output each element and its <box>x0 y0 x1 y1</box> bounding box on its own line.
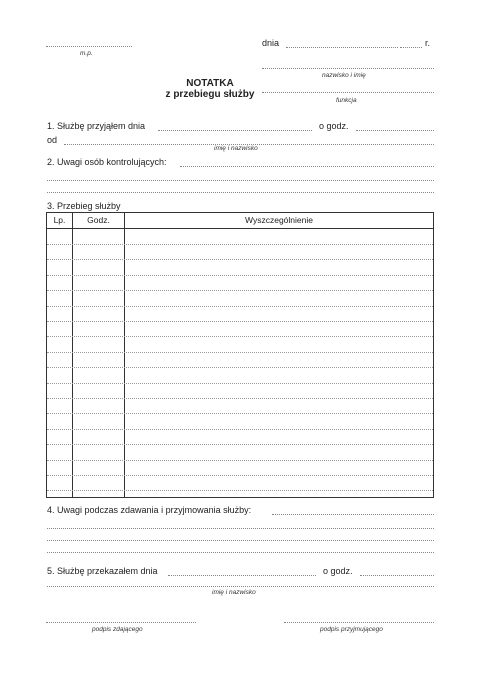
date-label: dnia <box>262 38 280 48</box>
table-row-line[interactable] <box>47 290 433 291</box>
section5-time-field[interactable] <box>360 575 434 576</box>
year-suffix-label: r. <box>425 38 431 48</box>
signature-receiving-label: podpis przyjmującego <box>320 626 383 633</box>
section1-time-label: o godz. <box>319 121 349 131</box>
function-caption: funkcja <box>336 97 357 104</box>
service-log-table <box>46 212 434 498</box>
section5-name-caption: imię i nazwisko <box>212 589 256 596</box>
section2-field-1[interactable] <box>180 166 434 167</box>
table-header-line <box>47 228 433 229</box>
section4-field-3[interactable] <box>47 540 434 541</box>
date-field-year[interactable] <box>400 47 422 48</box>
table-header-wyszczegolnienie: Wyszczególnienie <box>245 215 313 225</box>
table-row-line[interactable] <box>47 475 433 476</box>
signature-handing-over-field[interactable] <box>46 622 196 623</box>
table-column-divider <box>72 213 73 497</box>
section1-label: 1. Służbę przyjąłem dnia <box>47 121 146 131</box>
table-row-line[interactable] <box>47 398 433 399</box>
section5-label: 5. Służbę przekazałem dnia <box>47 566 158 576</box>
stamp-label: m.p. <box>80 50 93 57</box>
section4-field-4[interactable] <box>47 552 434 553</box>
table-row-line[interactable] <box>47 367 433 368</box>
table-row-line[interactable] <box>47 444 433 445</box>
section2-field-2[interactable] <box>47 180 434 181</box>
table-row-line[interactable] <box>47 321 433 322</box>
stamp-line[interactable] <box>46 46 132 47</box>
section4-field-1[interactable] <box>272 514 434 515</box>
table-row-line[interactable] <box>47 275 433 276</box>
section1-from-label: od <box>47 135 58 145</box>
table-row-line[interactable] <box>47 244 433 245</box>
table-header-lp: Lp. <box>53 215 66 225</box>
name-caption: nazwisko i imię <box>322 72 366 79</box>
section4-field-2[interactable] <box>47 528 434 529</box>
table-row-line[interactable] <box>47 490 433 491</box>
section1-date-field[interactable] <box>158 130 312 131</box>
section3-label: 3. Przebieg służby <box>47 201 121 211</box>
section1-time-field[interactable] <box>356 130 434 131</box>
section4-label: 4. Uwagi podczas zdawania i przyjmowania służby: <box>47 505 252 515</box>
table-row-line[interactable] <box>47 336 433 337</box>
section2-label: 2. Uwagi osób kontrolujących: <box>47 157 167 167</box>
table-row-line[interactable] <box>47 383 433 384</box>
table-row-line[interactable] <box>47 429 433 430</box>
table-row-line[interactable] <box>47 306 433 307</box>
section2-field-3[interactable] <box>47 192 434 193</box>
table-row-line[interactable] <box>47 259 433 260</box>
section5-date-field[interactable] <box>168 575 316 576</box>
name-field[interactable] <box>262 68 434 69</box>
document-subtitle: z przebiegu służby <box>165 89 255 100</box>
date-field-day[interactable] <box>286 47 398 48</box>
section5-name-field[interactable] <box>47 586 434 587</box>
signature-receiving-field[interactable] <box>284 622 434 623</box>
document-title: NOTATKA <box>186 78 234 89</box>
table-header-godz: Godz. <box>87 215 110 225</box>
table-column-divider <box>124 213 125 497</box>
signature-handing-over-label: podpis zdającego <box>92 626 143 633</box>
table-row-line[interactable] <box>47 352 433 353</box>
section5-time-label: o godz. <box>323 566 353 576</box>
table-row-line[interactable] <box>47 413 433 414</box>
table-row-line[interactable] <box>47 460 433 461</box>
section1-name-caption: imię i nazwisko <box>214 145 258 152</box>
